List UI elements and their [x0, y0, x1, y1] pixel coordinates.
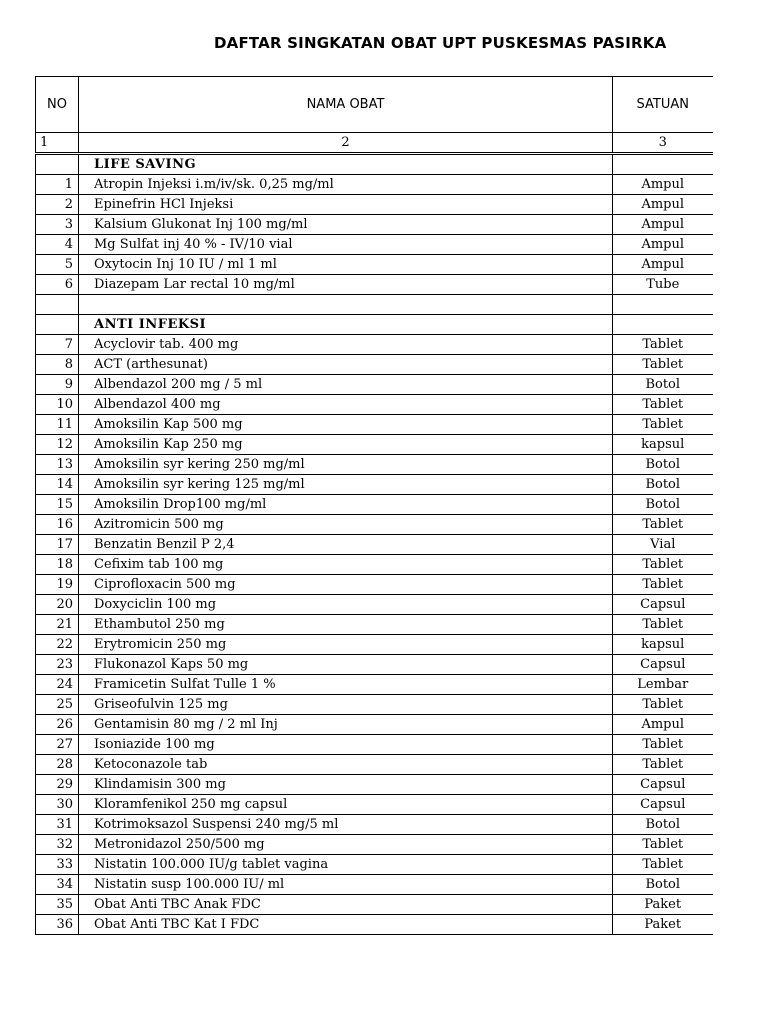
unit-cell: Tablet: [613, 695, 713, 715]
medicine-name: Diazepam Lar rectal 10 mg/ml: [79, 275, 613, 295]
unit-cell: Botol: [613, 815, 713, 835]
row-number: 19: [36, 575, 79, 595]
medicine-name: Amoksilin syr kering 250 mg/ml: [79, 455, 613, 475]
row-number: 12: [36, 435, 79, 455]
unit-cell: Ampul: [613, 715, 713, 735]
table-row: [36, 275, 713, 295]
row-number: 6: [36, 275, 79, 295]
table-row: [36, 175, 713, 195]
unit-cell: Vial: [613, 535, 713, 555]
table-row: [36, 375, 713, 395]
unit-cell: Paket: [613, 895, 713, 915]
medicine-name: Amoksilin Drop100 mg/ml: [79, 495, 613, 515]
table-row: [36, 615, 713, 635]
medicine-name: Mg Sulfat inj 40 % - IV/10 vial: [79, 235, 613, 255]
unit-cell: Ampul: [613, 175, 713, 195]
table-row: [36, 735, 713, 755]
table-row: [36, 555, 713, 575]
table-row: [36, 895, 713, 915]
blank-row: [36, 295, 713, 315]
medicine-name: Nistatin susp 100.000 IU/ ml: [79, 875, 613, 895]
unit-cell: Tablet: [613, 835, 713, 855]
row-number: 32: [36, 835, 79, 855]
header-row: [36, 77, 713, 133]
section-row: [36, 315, 713, 335]
row-number: 36: [36, 915, 79, 935]
table-row: [36, 395, 713, 415]
unit-cell: Ampul: [613, 255, 713, 275]
table-row: [36, 775, 713, 795]
row-number: 10: [36, 395, 79, 415]
table-row: [36, 875, 713, 895]
unit-cell: Ampul: [613, 215, 713, 235]
unit-cell: Ampul: [613, 195, 713, 215]
table-row: [36, 755, 713, 775]
table-row: [36, 255, 713, 275]
row-number: 8: [36, 355, 79, 375]
medicine-name: Albendazol 200 mg / 5 ml: [79, 375, 613, 395]
table-row: [36, 475, 713, 495]
unit-cell: Capsul: [613, 595, 713, 615]
table-row: [36, 415, 713, 435]
table-row: [36, 515, 713, 535]
medicine-name: Isoniazide 100 mg: [79, 735, 613, 755]
row-number: 18: [36, 555, 79, 575]
unit-cell: Lembar: [613, 675, 713, 695]
row-number: 3: [36, 215, 79, 235]
row-number: 20: [36, 595, 79, 615]
table-row: [36, 235, 713, 255]
medicine-name: Ciprofloxacin 500 mg: [79, 575, 613, 595]
unit-cell: Capsul: [613, 795, 713, 815]
row-number: 5: [36, 255, 79, 275]
table-row: [36, 535, 713, 555]
medicine-name: Klindamisin 300 mg: [79, 775, 613, 795]
unit-cell: Tablet: [613, 335, 713, 355]
medicine-name: Obat Anti TBC Anak FDC: [79, 895, 613, 915]
table-row: [36, 195, 713, 215]
unit-cell: Tablet: [613, 615, 713, 635]
unit-cell: Tablet: [613, 415, 713, 435]
table-row: [36, 355, 713, 375]
unit-cell: Ampul: [613, 235, 713, 255]
row-number: 7: [36, 335, 79, 355]
unit-cell: Botol: [613, 875, 713, 895]
table-row: [36, 695, 713, 715]
column-index-unit: 3: [613, 133, 713, 154]
unit-cell: Paket: [613, 915, 713, 935]
unit-cell: Capsul: [613, 775, 713, 795]
section-unit-cell: [613, 154, 713, 175]
unit-cell: Botol: [613, 495, 713, 515]
medicine-name: Metronidazol 250/500 mg: [79, 835, 613, 855]
medicine-name: ACT (arthesunat): [79, 355, 613, 375]
section-no-cell: [36, 315, 79, 335]
medicine-name: Obat Anti TBC Kat I FDC: [79, 915, 613, 935]
medicine-name: Kloramfenikol 250 mg capsul: [79, 795, 613, 815]
unit-cell: kapsul: [613, 635, 713, 655]
medicine-name: Albendazol 400 mg: [79, 395, 613, 415]
row-number: 2: [36, 195, 79, 215]
row-number: 15: [36, 495, 79, 515]
table-row: [36, 575, 713, 595]
medicine-name: Epinefrin HCl Injeksi: [79, 195, 613, 215]
medicine-name: Ketoconazole tab: [79, 755, 613, 775]
row-number: 14: [36, 475, 79, 495]
medicine-name: Erytromicin 250 mg: [79, 635, 613, 655]
medicine-table: [35, 76, 713, 935]
medicine-name: Kalsium Glukonat Inj 100 mg/ml: [79, 215, 613, 235]
row-number: 23: [36, 655, 79, 675]
medicine-name: Benzatin Benzil P 2,4: [79, 535, 613, 555]
table-row: [36, 855, 713, 875]
row-number: 9: [36, 375, 79, 395]
unit-cell: Botol: [613, 455, 713, 475]
table-row: [36, 915, 713, 935]
table-row: [36, 635, 713, 655]
unit-cell: Tablet: [613, 355, 713, 375]
unit-cell: Tablet: [613, 735, 713, 755]
table-row: [36, 215, 713, 235]
medicine-name: Oxytocin Inj 10 IU / ml 1 ml: [79, 255, 613, 275]
column-index-row: [36, 133, 713, 154]
unit-cell: Botol: [613, 475, 713, 495]
medicine-table-body: [36, 77, 713, 935]
page-title: DAFTAR SINGKATAN OBAT UPT PUSKESMAS PASIRKA: [214, 34, 667, 52]
row-number: 29: [36, 775, 79, 795]
medicine-name: Amoksilin Kap 250 mg: [79, 435, 613, 455]
header-unit: SATUAN: [613, 77, 713, 133]
section-no-cell: [36, 154, 79, 175]
column-index-no: 1: [36, 133, 79, 154]
section-unit-cell: [613, 315, 713, 335]
header-name: NAMA OBAT: [79, 77, 613, 133]
row-number: 28: [36, 755, 79, 775]
row-number: 35: [36, 895, 79, 915]
section-title: ANTI INFEKSI: [79, 315, 613, 335]
medicine-name: Acyclovir tab. 400 mg: [79, 335, 613, 355]
table-row: [36, 495, 713, 515]
blank-cell: [79, 295, 613, 315]
medicine-name: Doxyciclin 100 mg: [79, 595, 613, 615]
column-index-name: 2: [79, 133, 613, 154]
unit-cell: Tablet: [613, 575, 713, 595]
unit-cell: Tablet: [613, 395, 713, 415]
blank-cell: [36, 295, 79, 315]
unit-cell: Tablet: [613, 515, 713, 535]
row-number: 13: [36, 455, 79, 475]
blank-cell: [613, 295, 713, 315]
medicine-name: Kotrimoksazol Suspensi 240 mg/5 ml: [79, 815, 613, 835]
table-row: [36, 335, 713, 355]
medicine-name: Cefixim tab 100 mg: [79, 555, 613, 575]
unit-cell: Tablet: [613, 855, 713, 875]
table-row: [36, 795, 713, 815]
row-number: 4: [36, 235, 79, 255]
table-row: [36, 675, 713, 695]
medicine-name: Atropin Injeksi i.m/iv/sk. 0,25 mg/ml: [79, 175, 613, 195]
unit-cell: Tablet: [613, 755, 713, 775]
medicine-name: Flukonazol Kaps 50 mg: [79, 655, 613, 675]
row-number: 1: [36, 175, 79, 195]
unit-cell: Tube: [613, 275, 713, 295]
medicine-name: Nistatin 100.000 IU/g tablet vagina: [79, 855, 613, 875]
table-row: [36, 455, 713, 475]
table-row: [36, 815, 713, 835]
table-row: [36, 655, 713, 675]
row-number: 31: [36, 815, 79, 835]
unit-cell: Tablet: [613, 555, 713, 575]
unit-cell: Botol: [613, 375, 713, 395]
medicine-name: Amoksilin syr kering 125 mg/ml: [79, 475, 613, 495]
medicine-name: Framicetin Sulfat Tulle 1 %: [79, 675, 613, 695]
row-number: 24: [36, 675, 79, 695]
row-number: 27: [36, 735, 79, 755]
row-number: 33: [36, 855, 79, 875]
section-row: [36, 154, 713, 175]
table-row: [36, 595, 713, 615]
row-number: 34: [36, 875, 79, 895]
unit-cell: Capsul: [613, 655, 713, 675]
row-number: 17: [36, 535, 79, 555]
table-row: [36, 715, 713, 735]
row-number: 26: [36, 715, 79, 735]
medicine-name: Amoksilin Kap 500 mg: [79, 415, 613, 435]
row-number: 30: [36, 795, 79, 815]
row-number: 21: [36, 615, 79, 635]
header-no: NO: [36, 77, 79, 133]
row-number: 11: [36, 415, 79, 435]
medicine-name: Ethambutol 250 mg: [79, 615, 613, 635]
row-number: 22: [36, 635, 79, 655]
row-number: 25: [36, 695, 79, 715]
medicine-name: Gentamisin 80 mg / 2 ml Inj: [79, 715, 613, 735]
unit-cell: kapsul: [613, 435, 713, 455]
section-title: LIFE SAVING: [79, 154, 613, 175]
table-row: [36, 435, 713, 455]
table-row: [36, 835, 713, 855]
medicine-name: Azitromicin 500 mg: [79, 515, 613, 535]
medicine-name: Griseofulvin 125 mg: [79, 695, 613, 715]
row-number: 16: [36, 515, 79, 535]
